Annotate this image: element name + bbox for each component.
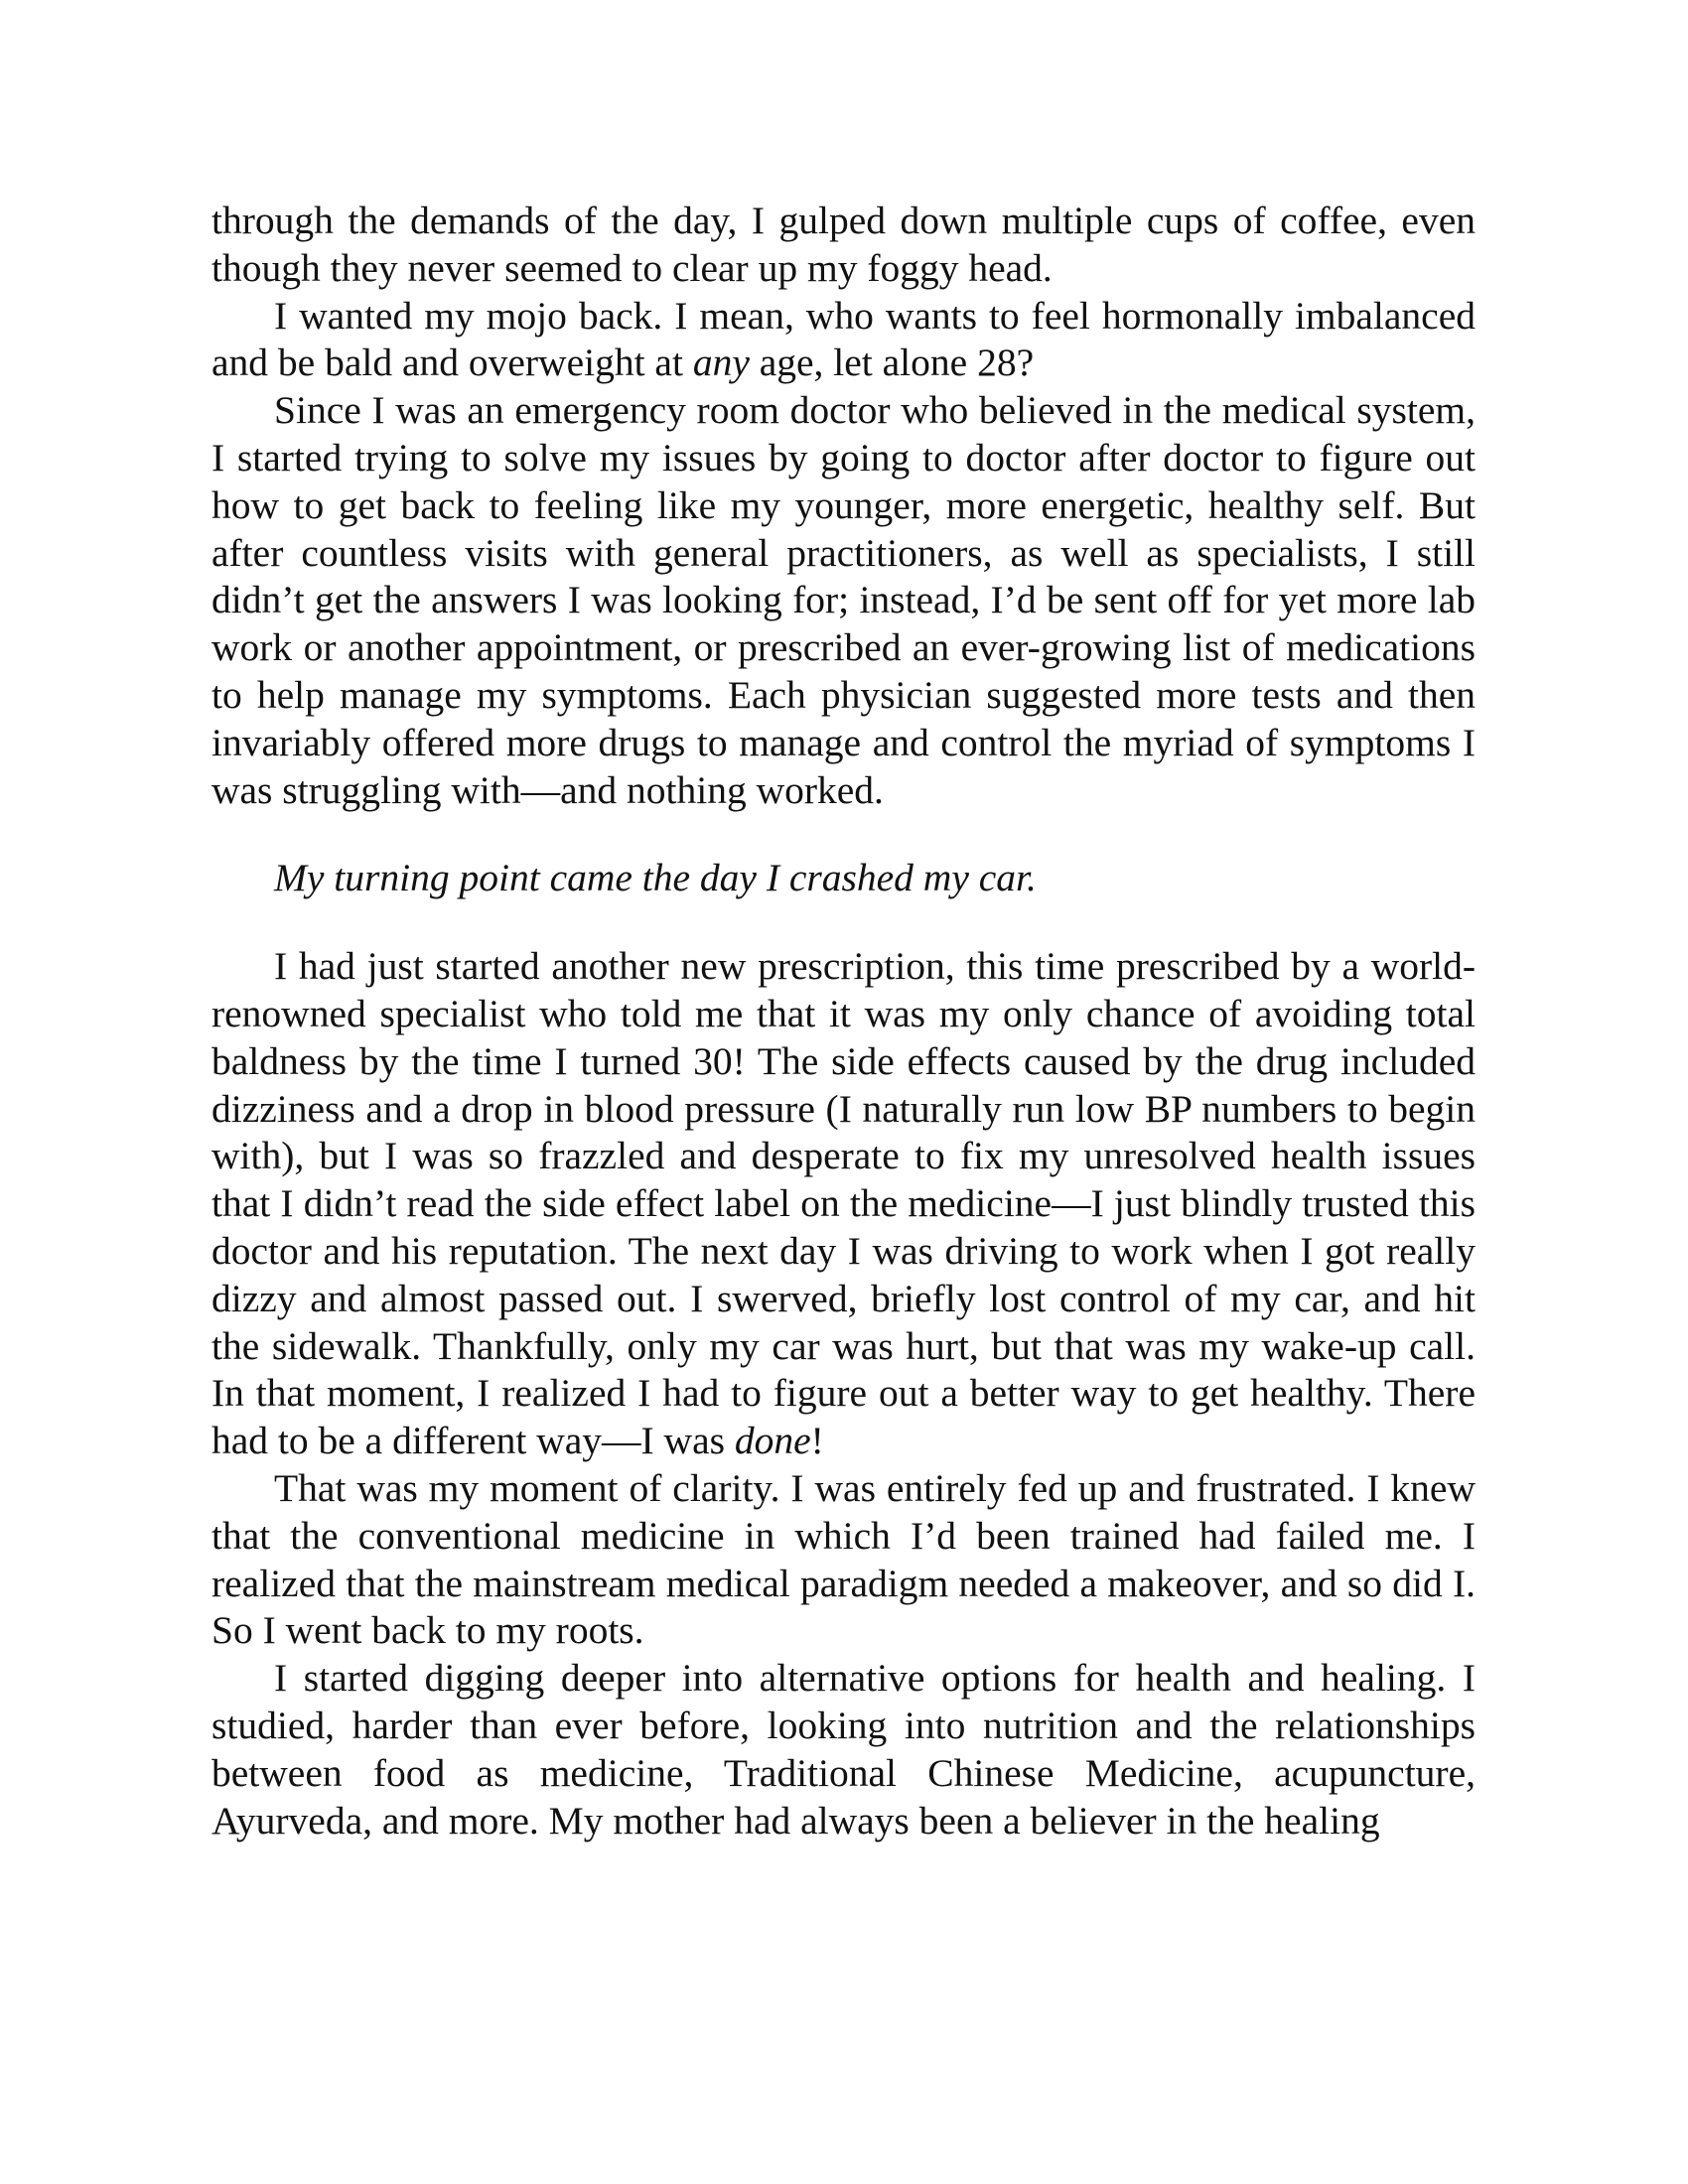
turning-point-text: My turning point came the day I crashed my car. xyxy=(274,856,1037,900)
emphasis-text: done xyxy=(734,1419,811,1463)
paragraph-car-crash xyxy=(211,943,1476,1465)
emphasis-text: any xyxy=(692,341,750,385)
paragraph-text: I had just started another new prescription, this time prescribed by a world-renowned specialist who told me that it was my only chance of avoiding total baldness by the time I turned 30! The side effects caused by the drug included dizziness and a drop in blood pressure (I naturally run low BP numbers to begin with), but I was so frazzled and desperate to fix my unresolved health issues that I didn’t read the side effect label on the medicine—I just blindly trusted this doctor and his reputation. The next day I was driving to work when I got really dizzy and almost passed out. I swerved, briefly lost control of my car, and hit the sidewalk. Thankfully, only my car was hurt, but that was my wake-up call. In that moment, I realized I had to figure out a better way to get healthy. There had to be a different way—I was xyxy=(211,944,1476,1463)
paragraph-text: through the demands of the day, I gulped down multiple cups of coffee, even though they never seemed to clear up my foggy head. xyxy=(211,199,1476,290)
paragraph-gap xyxy=(211,902,1476,943)
turning-point-line xyxy=(211,855,1476,902)
book-page xyxy=(211,198,1476,1844)
paragraph-text: age, let alone 28? xyxy=(749,341,1035,385)
paragraph-coffee xyxy=(211,198,1476,293)
paragraph-text: I wanted my mojo back. I mean, who wants to feel hormonally imbalanced and be bald and overweight at xyxy=(211,293,1476,385)
paragraph-text: Since I was an emergency room doctor who believed in the medical system, I started trying to solve my issues by going to doctor after doctor to figure out how to get back to feeling like my younger, more energetic, healthy self. But after countless visits with general practitioners, as well as specialists, I still didn’t get the answers I was looking for; instead, I’d be sent off for yet more lab work or another appointment, or prescribed an ever-growing list of medications to help manage my symptoms. Each physician suggested more tests and then invariably offered more drugs to manage and control the myriad of symptoms I was struggling with—and nothing worked. xyxy=(211,388,1476,812)
paragraph-text: I started digging deeper into alternative options for health and healing. I studied, harder than ever before, looking into nutrition and the relationships between food as medicine, Traditional Chinese Medicine, acupuncture, Ayurveda, and more. My mother had always been a believer in the healing xyxy=(211,1656,1476,1843)
paragraph-text: That was my moment of clarity. I was entirely fed up and frustrated. I knew that the conventional medicine in which I’d been trained had failed me. I realized that the mainstream medical paradigm needed a makeover, and so did I. So I went back to my roots. xyxy=(211,1465,1476,1653)
paragraph-mojo xyxy=(211,293,1476,388)
paragraph-gap xyxy=(211,814,1476,855)
paragraph-alternative-options xyxy=(211,1655,1476,1844)
paragraph-emergency-doctor xyxy=(211,387,1476,814)
paragraph-text: ! xyxy=(810,1419,824,1463)
paragraph-clarity xyxy=(211,1465,1476,1655)
